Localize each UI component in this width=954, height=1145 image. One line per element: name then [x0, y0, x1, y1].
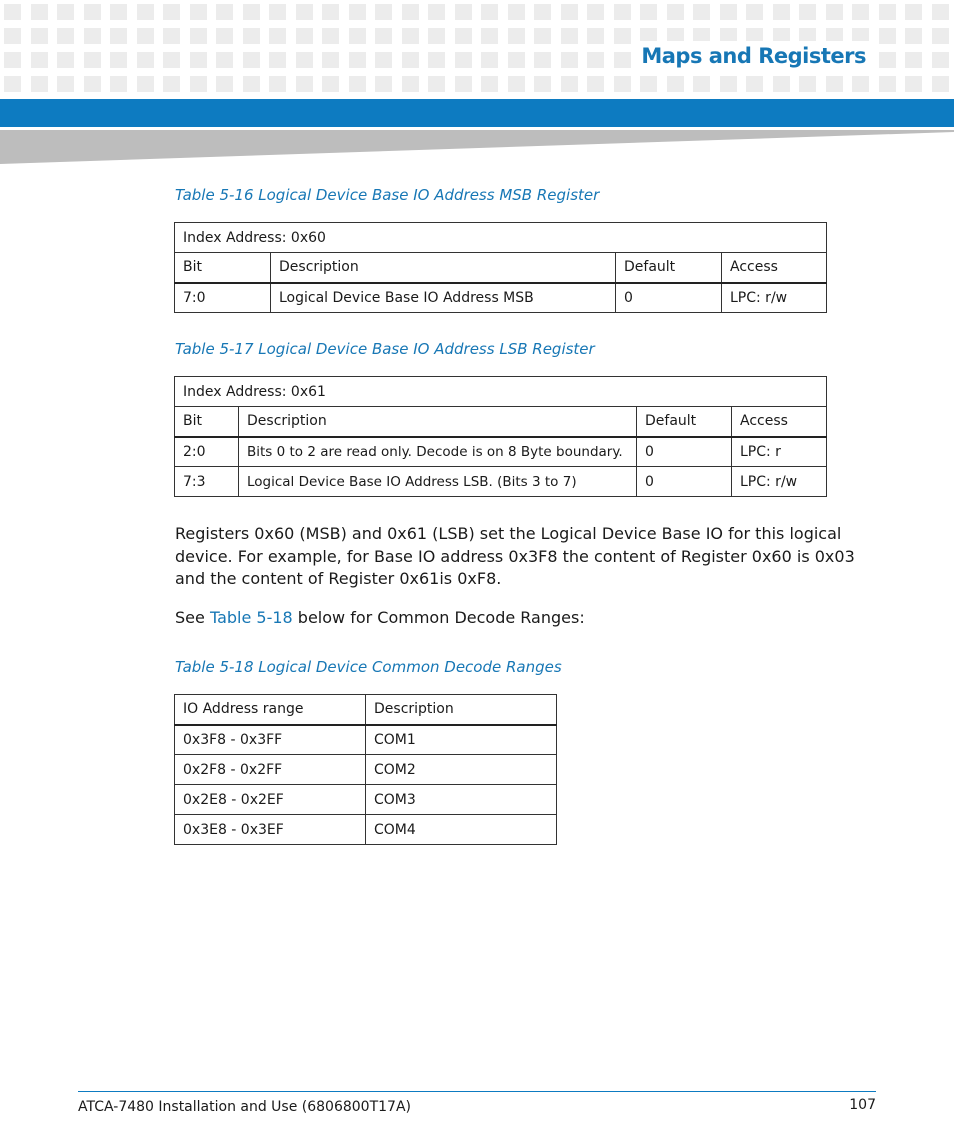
header-pattern-cell [4, 52, 21, 68]
header-pattern-cell [428, 52, 445, 68]
header-pattern-cell [375, 52, 392, 68]
header-pattern-cell [216, 4, 233, 20]
table-row [175, 755, 557, 785]
header-pattern-cell [481, 52, 498, 68]
table-5-16-caption: Table 5-16 Logical Device Base IO Address MSB Register [175, 186, 600, 204]
header-pattern-cell [932, 4, 949, 20]
table-cell: Logical Device Base IO Address LSB. (Bits 3 to 7) [239, 467, 637, 497]
header-pattern-cell [773, 76, 790, 92]
table-cell: LPC: r/w [732, 467, 827, 497]
table-5-17-caption: Table 5-17 Logical Device Base IO Address LSB Register [175, 340, 595, 358]
header-pattern-cell [4, 4, 21, 20]
header-pattern-cell [746, 76, 763, 92]
header-pattern-cell [349, 76, 366, 92]
column-header: Description [366, 695, 557, 725]
table-cell: COM3 [366, 785, 557, 815]
header-pattern-cell [587, 28, 604, 44]
header-pattern-cell [190, 4, 207, 20]
header-pattern-cell [296, 28, 313, 44]
header-pattern-cell [455, 28, 472, 44]
header-pattern-cell [269, 76, 286, 92]
table-row [175, 725, 557, 755]
table-5-18 [174, 694, 557, 845]
table-header-row [175, 407, 827, 437]
header-pattern-cell [667, 76, 684, 92]
header-pattern-cell [31, 52, 48, 68]
header-pattern-cell [137, 52, 154, 68]
header-pattern-cell [110, 76, 127, 92]
header-pattern-cell [905, 28, 922, 44]
table-cell: 0 [637, 437, 732, 467]
header-pattern-cell [428, 4, 445, 20]
header-pattern-cell [190, 52, 207, 68]
table-row [175, 785, 557, 815]
header-pattern-cell [905, 4, 922, 20]
header-pattern-cell [349, 52, 366, 68]
column-header: Description [271, 253, 616, 283]
column-header: Access [732, 407, 827, 437]
header-pattern-cell [640, 76, 657, 92]
column-header: Default [616, 253, 722, 283]
header-pattern-cell [269, 4, 286, 20]
header-pattern-cell [693, 4, 710, 20]
header-pattern-cell [587, 52, 604, 68]
header-pattern-cell [243, 4, 260, 20]
table-cell: 0x2E8 - 0x2EF [175, 785, 366, 815]
header-pattern-cell [508, 52, 525, 68]
header-pattern-cell [137, 28, 154, 44]
header-pattern-cell [534, 76, 551, 92]
header-pattern-cell [190, 28, 207, 44]
header-pattern-cell [561, 52, 578, 68]
header-pattern-cell [402, 76, 419, 92]
header-pattern-cell [243, 76, 260, 92]
header-pattern-cell [508, 4, 525, 20]
header-pattern-cell [84, 76, 101, 92]
see-reference-line [175, 607, 875, 630]
header-pattern-cell [481, 4, 498, 20]
header-pattern-cell [243, 52, 260, 68]
column-header: IO Address range [175, 695, 366, 725]
header-pattern-cell [932, 76, 949, 92]
header-pattern-cell [534, 4, 551, 20]
footer-document-title: ATCA-7480 Installation and Use (6806800T17A) [78, 1099, 411, 1115]
footer-divider [78, 1091, 876, 1092]
header-pattern-cell [667, 4, 684, 20]
header-pattern-cell [163, 4, 180, 20]
header-pattern-cell [852, 76, 869, 92]
header-pattern-cell [879, 52, 896, 68]
header-pattern-cell [163, 76, 180, 92]
header-pattern-cell [561, 4, 578, 20]
table-cell: LPC: r/w [722, 283, 827, 313]
table-cell: Logical Device Base IO Address MSB [271, 283, 616, 313]
table-cell: COM2 [366, 755, 557, 785]
header-pattern-cell [773, 4, 790, 20]
table-cell: COM1 [366, 725, 557, 755]
header-pattern-cell [481, 76, 498, 92]
table-header-row [175, 253, 827, 283]
header-pattern-cell [614, 4, 631, 20]
header-pattern-cell [905, 76, 922, 92]
table-5-16-index-address: Index Address: 0x60 [175, 223, 827, 253]
header-pattern-cell [216, 52, 233, 68]
header-pattern-cell [799, 4, 816, 20]
header-pattern-cell [508, 28, 525, 44]
header-pattern-cell [375, 28, 392, 44]
header-pattern-cell [879, 4, 896, 20]
header-pattern-cell [375, 76, 392, 92]
header-pattern-cell [137, 76, 154, 92]
header-pattern-cell [57, 76, 74, 92]
header-pattern-cell [402, 28, 419, 44]
header-pattern-cell [905, 52, 922, 68]
column-header: Access [722, 253, 827, 283]
table-header-row [175, 695, 557, 725]
table-row [175, 283, 827, 313]
table-cell: 2:0 [175, 437, 239, 467]
table-5-17-index-address: Index Address: 0x61 [175, 377, 827, 407]
footer-page-number: 107 [849, 1097, 876, 1113]
header-pattern-cell [322, 4, 339, 20]
header-pattern-cell [110, 52, 127, 68]
header-pattern-cell [269, 52, 286, 68]
header-pattern-cell [322, 52, 339, 68]
header-pattern-cell [534, 52, 551, 68]
header-pattern-cell [614, 52, 631, 68]
column-header: Default [637, 407, 732, 437]
column-header: Bit [175, 407, 239, 437]
header-pattern-cell [4, 76, 21, 92]
header-grey-wedge [0, 130, 954, 164]
header-pattern-cell [826, 76, 843, 92]
header-pattern-cell [587, 4, 604, 20]
header-pattern-cell [84, 4, 101, 20]
header-pattern-cell [349, 28, 366, 44]
column-header: Bit [175, 253, 271, 283]
page-section-title: Maps and Registers [635, 41, 872, 71]
header-pattern-cell [31, 76, 48, 92]
table-cell: LPC: r [732, 437, 827, 467]
header-pattern-cell [428, 76, 445, 92]
header-pattern-cell [375, 4, 392, 20]
header-pattern-cell [57, 52, 74, 68]
table-5-17 [174, 376, 827, 497]
header-pattern-cell [455, 52, 472, 68]
header-pattern-cell [190, 76, 207, 92]
table-row [175, 815, 557, 845]
header-pattern-cell [932, 52, 949, 68]
table-5-18-caption: Table 5-18 Logical Device Common Decode Ranges [175, 658, 562, 676]
header-pattern-cell [852, 4, 869, 20]
table-cell: COM4 [366, 815, 557, 845]
header-pattern-cell [720, 4, 737, 20]
table-cell: 0 [637, 467, 732, 497]
column-header: Description [239, 407, 637, 437]
table-cell: 0 [616, 283, 722, 313]
header-pattern-cell [349, 4, 366, 20]
header-pattern-cell [163, 28, 180, 44]
header-pattern-cell [746, 4, 763, 20]
header-pattern-cell [110, 4, 127, 20]
header-pattern-cell [296, 52, 313, 68]
header-pattern-cell [57, 28, 74, 44]
header-pattern-cell [614, 28, 631, 44]
header-pattern-cell [269, 28, 286, 44]
table-cell: 7:0 [175, 283, 271, 313]
header-pattern-cell [296, 76, 313, 92]
header-pattern-cell [561, 76, 578, 92]
header-pattern-cell [587, 76, 604, 92]
header-pattern-cell [216, 28, 233, 44]
header-pattern-cell [879, 28, 896, 44]
header-pattern-cell [243, 28, 260, 44]
header-pattern-cell [31, 4, 48, 20]
see-suffix: below for Common Decode Ranges: [292, 608, 585, 627]
body-paragraph: Registers 0x60 (MSB) and 0x61 (LSB) set the Logical Device Base IO for this logical device. For example, for Base IO address 0x3F8 the content of Register 0x60 is 0x03 and the content of Register 0x61is 0xF8. [175, 524, 855, 588]
header-pattern-cell [31, 28, 48, 44]
header-pattern-cell [640, 4, 657, 20]
header-pattern-cell [534, 28, 551, 44]
header-pattern-cell [84, 52, 101, 68]
header-pattern-cell [402, 52, 419, 68]
table-cell: Bits 0 to 2 are read only. Decode is on 8 Byte boundary. [239, 437, 637, 467]
header-pattern-cell [137, 4, 154, 20]
header-pattern-cell [799, 76, 816, 92]
header-pattern-cell [879, 76, 896, 92]
header-pattern-cell [84, 28, 101, 44]
table-cell: 0x3E8 - 0x3EF [175, 815, 366, 845]
header-blue-band [0, 99, 954, 127]
see-prefix: See [175, 608, 210, 627]
table-cell: 0x2F8 - 0x2FF [175, 755, 366, 785]
header-pattern-cell [693, 76, 710, 92]
table-cell: 7:3 [175, 467, 239, 497]
header-pattern-cell [110, 28, 127, 44]
table-5-16 [174, 222, 827, 313]
header-pattern-cell [455, 76, 472, 92]
header-pattern-cell [163, 52, 180, 68]
header-pattern-cell [57, 4, 74, 20]
header-pattern-cell [614, 76, 631, 92]
table-cell: 0x3F8 - 0x3FF [175, 725, 366, 755]
header-pattern-cell [402, 4, 419, 20]
header-pattern-cell [826, 4, 843, 20]
header-pattern-cell [322, 76, 339, 92]
header-pattern-cell [4, 28, 21, 44]
header-pattern-cell [481, 28, 498, 44]
header-pattern-cell [932, 28, 949, 44]
table-row [175, 467, 827, 497]
table-row [175, 437, 827, 467]
header-pattern-cell [455, 4, 472, 20]
header-pattern-cell [296, 4, 313, 20]
table-5-18-link[interactable]: Table 5-18 [209, 608, 293, 627]
header-pattern-cell [322, 28, 339, 44]
header-pattern-cell [428, 28, 445, 44]
header-pattern-cell [508, 76, 525, 92]
header-pattern-cell [216, 76, 233, 92]
header-pattern-cell [561, 28, 578, 44]
header-pattern-cell [720, 76, 737, 92]
